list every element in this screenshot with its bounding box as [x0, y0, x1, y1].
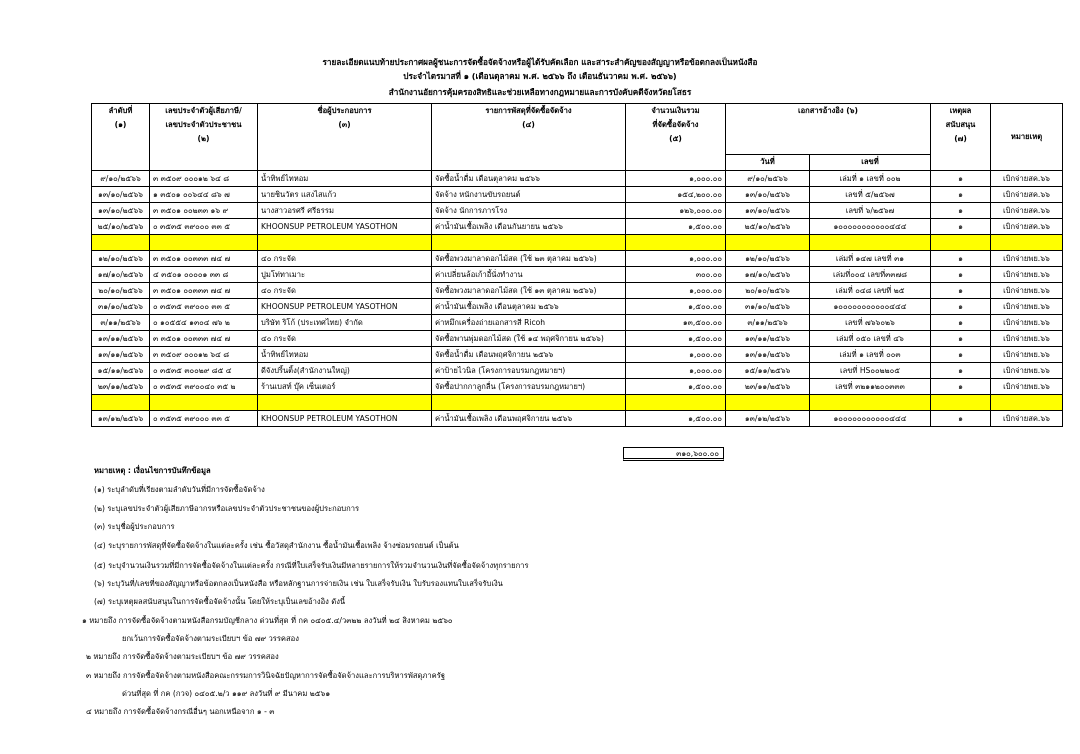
cell-ref: เล่มที่๐๐๔ เลขที่๓๓๗๘ [810, 267, 931, 283]
cell-reason: ๑ [931, 315, 991, 331]
procurement-table [91, 103, 1063, 427]
table-row [92, 203, 1063, 219]
cell-remark: เบิกจ่ายพย.๖๖ [991, 331, 1063, 347]
cell-reason: ๑ [931, 347, 991, 363]
note-line: (๗) ระบุเหตุผลสนับสนุนในการจัดซื้อจัดจ้างนั้น โดยให้ระบุเป็นเลขอ้างอิง ดังนี้ [94, 597, 346, 606]
col-ref-date: วันที่ [726, 155, 810, 171]
cell-taxid: ๐ ๓๕๓๕ ๓๐๐๒๙ ๘๕ ๔ [150, 363, 258, 379]
cell-remark: เบิกจ่ายพย.๖๖ [991, 251, 1063, 267]
table-row [92, 379, 1063, 395]
cell-taxid: ๐ ๓๕๓๕ ๓๙๐๐๐ ๓๓ ๕ [150, 219, 258, 235]
cell-reason: ๑ [931, 299, 991, 315]
cell-ref: เล่มที่ ๑ เลขที่ ๐๐๓ [810, 347, 931, 363]
cell-amount: ๑,๐๐๐.๐๐ [626, 171, 726, 187]
cell-vendor: KHOONSUP PETROLEUM YASOTHON [258, 411, 432, 427]
table-row [92, 299, 1063, 315]
cell-amount: ๑๓,๕๐๐.๐๐ [626, 315, 726, 331]
report-period: ประจำไตรมาสที่ ๑ (เดือนตุลาคม พ.ศ. ๒๕๖๖ ถึง เดือนธันวาคม พ.ศ. ๒๕๖๖) [403, 71, 677, 81]
cell-vendor: นายชินวัตร แสงไสแก้ว [258, 187, 432, 203]
cell-date: ๒๕/๑๐/๒๕๖๖ [726, 219, 810, 235]
cell-reason: ๑ [931, 411, 991, 427]
cell-remark: เบิกจ่ายพย.๖๖ [991, 315, 1063, 331]
cell-date: ๑๓/๑๐/๒๕๖๖ [726, 187, 810, 203]
cell-taxid: ๑ ๓๕๐๑ ๐๐๖๔๔ ๘๖ ๗ [150, 187, 258, 203]
cell-amount: ๑,๐๐๐.๐๐ [626, 251, 726, 267]
note-line: ๓ หมายถึง การจัดซื้อจัดจ้างตามหนังสือคณะกรรมการวินิจฉัยปัญหาการจัดซื้อจัดจ้างและการบริหารพัสดุภาครัฐ [86, 671, 446, 680]
cell-taxid: ๓ ๓๕๐๑ ๐๐๓๓๓ ๗๔ ๗ [150, 331, 258, 347]
cell-remark [991, 395, 1063, 411]
note-line: หมายเหตุ : เงื่อนไขการบันทึกข้อมูล [94, 466, 211, 475]
cell-date: ๑๓/๑๒/๒๕๖๖ [726, 411, 810, 427]
cell-vendor: บริษัท ริโก้ (ประเทศไทย) จำกัด [258, 315, 432, 331]
table-row [92, 411, 1063, 427]
cell-date: ๑๓/๑๑/๒๕๖๖ [726, 331, 810, 347]
cell-ref: เล่มที่ ๑๔๗ เลขที่ ๓๑ [810, 251, 931, 267]
table-row [92, 187, 1063, 203]
cell-no: ๑๓/๑๑/๒๕๖๖ [92, 347, 150, 363]
cell-vendor: ปูมโท่ทาเมาะ [258, 267, 432, 283]
cell-no: ๓๑/๑๐/๒๕๖๖ [92, 299, 150, 315]
cell-vendor: น้ำทิพย์ไทหอม [258, 347, 432, 363]
cell-vendor: ๔๐ กระจัด [258, 283, 432, 299]
cell-amount: ๑,๐๐๐.๐๐ [626, 347, 726, 363]
cell-amount: ๑,๐๐๐.๐๐ [626, 283, 726, 299]
cell-item: จัดซื้อพวงมาลาดอกไม้สด (ใช้ ๑๓ ตุลาคม ๒๕๖๖) [432, 283, 626, 299]
cell-reason: ๑ [931, 203, 991, 219]
col-item: รายการพัสดุที่จัดซื้อจัดจ้าง (๔) [432, 104, 626, 171]
cell-date: ๒๐/๑๐/๒๕๖๖ [726, 283, 810, 299]
cell-amount [626, 395, 726, 411]
cell-ref: เลขที่ ๕/๒๕๖๗ [810, 187, 931, 203]
note-line: (๕) ระบุจำนวนเงินรวมที่มีการจัดซื้อจัดจ้างในแต่ละครั้ง กรณีที่ใบเสร็จรับเงินมีหลายรายการให้รวมจำนวนเงินที่จัดซื้อจัดจ้างทุกรายการ [94, 561, 529, 570]
col-amount: จำนวนเงินรวม ที่จัดซื้อจัดจ้าง (๕) [626, 104, 726, 171]
cell-amount: ๑,๕๐๐.๐๐ [626, 299, 726, 315]
cell-reason: ๑ [931, 363, 991, 379]
cell-remark: เบิกจ่ายพย.๖๖ [991, 379, 1063, 395]
table-row [92, 267, 1063, 283]
cell-taxid: ๐ ๓๕๓๕ ๓๙๐๐๐ ๓๓ ๕ [150, 299, 258, 315]
cell-no: ๒๕/๑๐/๒๕๖๖ [92, 219, 150, 235]
cell-item: ค่าน้ำมันเชื้อเพลิง เดือนพฤศจิกายน ๒๕๖๖ [432, 411, 626, 427]
cell-no: ๙/๑๐/๒๕๖๖ [92, 171, 150, 187]
cell-item [432, 235, 626, 251]
cell-ref [810, 395, 931, 411]
cell-taxid: ๐ ๓๕๓๕ ๓๙๐๐๐ ๓๓ ๕ [150, 411, 258, 427]
cell-remark: เบิกจ่ายพย.๖๖ [991, 363, 1063, 379]
cell-amount: ๑,๕๐๐.๐๐ [626, 219, 726, 235]
cell-item: ค่าหมึกเครื่องถ่ายเอกสารสี Ricoh [432, 315, 626, 331]
cell-ref: เลขที่ ๖/๒๕๖๗ [810, 203, 931, 219]
cell-taxid [150, 395, 258, 411]
note-line: ด่วนที่สุด ที่ กค (กวจ) ๐๔๐๕.๒/ว ๑๑๙ ลงวันที่ ๙ มีนาคม ๒๕๖๑ [122, 689, 331, 698]
cell-taxid: ๐ ๓๕๓๕ ๓๙๐๐๔๐ ๓๕ ๒ [150, 379, 258, 395]
cell-amount [626, 235, 726, 251]
cell-item: จัดจ้าง หนักงานขับรถยนต์ [432, 187, 626, 203]
cell-no [92, 235, 150, 251]
cell-remark: เบิกจ่ายพย.๖๖ [991, 299, 1063, 315]
table-row [92, 171, 1063, 187]
table-row [92, 363, 1063, 379]
table-row [92, 283, 1063, 299]
cell-ref: เล่มที่ ๑ เลขที่ ๐๐๒ [810, 171, 931, 187]
cell-reason [931, 395, 991, 411]
cell-date: ๙/๑๐/๒๕๖๖ [726, 171, 810, 187]
cell-no: ๒๐/๑๐/๒๕๖๖ [92, 283, 150, 299]
cell-amount: ๑,๕๐๐.๐๐ [626, 331, 726, 347]
cell-ref: เลขที่ ๗๖๖๐๒๖ [810, 315, 931, 331]
cell-remark: เบิกจ่ายสค.๖๖ [991, 187, 1063, 203]
cell-taxid: ๓ ๓๕๐๑ ๐๐๒๓๓ ๑๖ ๙ [150, 203, 258, 219]
note-line: ๒ หมายถึง การจัดซื้อจัดจ้างตามระเบียบฯ ข้อ ๗๙ วรรคสอง [86, 652, 279, 661]
cell-item [432, 395, 626, 411]
cell-vendor [258, 235, 432, 251]
cell-no [92, 395, 150, 411]
cell-date: ๑๓/๑๐/๒๕๖๖ [726, 203, 810, 219]
table-row [92, 347, 1063, 363]
cell-item: จัดซื้อปากกาลูกลื่น (โครงการอบรมกฎหมายฯ) [432, 379, 626, 395]
table-row [92, 235, 1063, 251]
cell-date: ๓/๑๑/๒๕๖๖ [726, 315, 810, 331]
cell-vendor [258, 395, 432, 411]
cell-no: ๑๒/๑๐/๒๕๖๖ [92, 251, 150, 267]
cell-taxid: ๐ ๑๐๕๕๔ ๑๓๐๔ ๗๖ ๒ [150, 315, 258, 331]
note-line: (๓) ระบุชื่อผู้ประกอบการ [94, 522, 175, 531]
table-row [92, 395, 1063, 411]
note-line: (๑) ระบุลำดับที่เรียงตามลำดับวันที่มีการจัดซื้อจัดจ้าง [94, 485, 265, 494]
cell-vendor: ๔๐ กระจัด [258, 251, 432, 267]
note-line: (๒) ระบุเลขประจำตัวผู้เสียภาษีอากรหรือเลขประจำตัวประชาชนของผู้ประกอบการ [94, 504, 360, 513]
cell-item: จัดจ้าง นักการภารโรง [432, 203, 626, 219]
table-row [92, 251, 1063, 267]
cell-date [726, 235, 810, 251]
col-ref: เอกสารอ้างอิง (๖) [726, 104, 931, 155]
report-title: รายละเอียดแนบท้ายประกาศผลผู้ชนะการจัดซื้อจัดจ้างหรือผู้ได้รับคัดเลือก และสาระสำคัญของสัญญาหรือข้อตกลงเป็นหนังสือ [322, 57, 758, 67]
cell-no: ๑๓/๑๒/๒๕๖๖ [92, 411, 150, 427]
cell-amount: ๑๕๔,๒๐๐.๐๐ [626, 187, 726, 203]
cell-remark: เบิกจ่ายสค.๖๖ [991, 171, 1063, 187]
cell-date: ๒๓/๑๑/๒๕๖๖ [726, 379, 810, 395]
cell-reason: ๑ [931, 283, 991, 299]
cell-reason: ๑ [931, 171, 991, 187]
cell-no: ๑๗/๑๐/๒๕๖๖ [92, 267, 150, 283]
cell-reason [931, 235, 991, 251]
cell-no: ๓/๑๑/๒๕๖๖ [92, 315, 150, 331]
cell-ref: เล่มที่ ๐๕๐ เลขที่ ๔๖ [810, 331, 931, 347]
cell-ref: ๑๐๐๐๐๐๐๐๐๐๐๐๔๔๔ [810, 299, 931, 315]
cell-item: จัดซื้อน้ำดื่ม เดือนพฤศจิกายน ๒๕๖๖ [432, 347, 626, 363]
cell-reason: ๑ [931, 379, 991, 395]
cell-taxid [150, 235, 258, 251]
col-vendor: ชื่อผู้ประกอบการ (๓) [258, 104, 432, 171]
cell-taxid: ๓ ๓๕๐๙ ๐๐๐๑๒ ๖๔ ๘ [150, 347, 258, 363]
cell-reason: ๑ [931, 267, 991, 283]
cell-remark: เบิกจ่ายสค.๖๖ [991, 411, 1063, 427]
cell-vendor: ร้านเบสท์ บุ๊ค เซ็นเตอร์ [258, 379, 432, 395]
cell-ref: เล่มที่ ๐๔๘ เลขที่ ๒๕ [810, 283, 931, 299]
cell-date: ๑๓/๑๑/๒๕๖๖ [726, 347, 810, 363]
cell-no: ๑๓/๑๐/๒๕๖๖ [92, 203, 150, 219]
cell-vendor: ดีจังปริ้นติ้ง(สำนักงานใหญ่) [258, 363, 432, 379]
cell-amount: ๑,๕๐๐.๐๐ [626, 379, 726, 395]
cell-vendor: KHOONSUP PETROLEUM YASOTHON [258, 219, 432, 235]
cell-item: จัดซื้อพานพุ่มดอกไม้สด (ใช้ ๑๔ พฤศจิกายน ๒๕๖๖) [432, 331, 626, 347]
cell-item: ค่าน้ำมันเชื้อเพลิง เดือนตุลาคม ๒๕๖๖ [432, 299, 626, 315]
cell-reason: ๑ [931, 251, 991, 267]
note-line: (๔) ระบุรายการพัสดุที่จัดซื้อจัดจ้างในแต่ละครั้ง เช่น ซื้อวัสดุสำนักงาน ซื้อน้ำมันเชื้อเพลิง จ้างซ่อมรถยนต์ เป็นต้น [94, 541, 459, 550]
note-line: ยกเว้นการจัดซื้อจัดจ้างตามระเบียบฯ ข้อ ๗๙ วรรคสอง [122, 634, 299, 643]
cell-item: ค่าเปลี่ยนล้อเก้าอี้นั่งทำงาน [432, 267, 626, 283]
cell-item: ค่าน้ำมันเชื้อเพลิง เดือนกันยายน ๒๕๖๖ [432, 219, 626, 235]
cell-no: ๒๓/๑๑/๒๕๖๖ [92, 379, 150, 395]
col-no: ลำดับที่ (๑) [92, 104, 150, 171]
cell-remark: เบิกจ่ายสค.๖๖ [991, 219, 1063, 235]
note-line: (๖) ระบุวันที่/เลขที่ของสัญญาหรือข้อตกลงเป็นหนังสือ หรือหลักฐานการจ่ายเงิน เช่น ใบเสร็จรับเงิน ใบรับรองแทนใบเสร็จรับเงิน [94, 579, 503, 588]
cell-ref: เลขที่ ๓๒๑๑๒๐๐๓๓๓ [810, 379, 931, 395]
col-ref-no: เลขที่ [810, 155, 931, 171]
cell-remark: เบิกจ่ายพย.๖๖ [991, 283, 1063, 299]
cell-taxid: ๓ ๓๕๐๑ ๐๐๓๓๓ ๗๔ ๗ [150, 251, 258, 267]
cell-date: ๑๗/๑๐/๒๕๖๖ [726, 267, 810, 283]
note-line: ๑ หมายถึง การจัดซื้อจัดจ้างตามหนังสือกรมบัญชีกลาง ด่วนที่สุด ที่ กค ๐๔๐๕.๔/ว๓๒๒ ลงวันที่ ๒๔ สิงหาคม ๒๕๖๐ [82, 616, 453, 625]
cell-ref: เลขที่ HS๐๐๒๒๐๕ [810, 363, 931, 379]
cell-date: ๓๑/๑๐/๒๕๖๖ [726, 299, 810, 315]
cell-taxid: ๓ ๓๕๐๑ ๐๐๓๓๓ ๗๔ ๗ [150, 283, 258, 299]
cell-vendor: KHOONSUP PETROLEUM YASOTHON [258, 299, 432, 315]
cell-date: ๑๒/๑๐/๒๕๖๖ [726, 251, 810, 267]
note-line: ๔ หมายถึง การจัดซื้อจัดจ้างกรณีอื่นๆ นอกเหนือจาก ๑ - ๓ [86, 707, 275, 716]
cell-reason: ๑ [931, 187, 991, 203]
table-row [92, 219, 1063, 235]
cell-no: ๑๓/๑๐/๒๕๖๖ [92, 187, 150, 203]
cell-vendor: น้ำทิพย์ไทหอม [258, 171, 432, 187]
cell-remark: เบิกจ่ายพย.๖๖ [991, 267, 1063, 283]
table-row [92, 315, 1063, 331]
col-remark: หมายเหตุ [991, 104, 1063, 171]
col-taxid: เลขประจำตัวผู้เสียภาษี/ เลขประจำตัวประชาชน (๒) [150, 104, 258, 171]
cell-item: จัดซื้อน้ำดื่ม เดือนตุลาคม ๒๕๖๖ [432, 171, 626, 187]
cell-vendor: ๔๐ กระจัด [258, 331, 432, 347]
cell-reason: ๑ [931, 331, 991, 347]
cell-ref: ๑๐๐๐๐๐๐๐๐๐๐๐๔๔๔ [810, 411, 931, 427]
cell-ref: ๑๐๐๐๐๐๐๐๐๐๐๐๔๔๔ [810, 219, 931, 235]
cell-taxid: ๔ ๓๕๐๑ ๐๐๐๐๑ ๓๓ ๘ [150, 267, 258, 283]
cell-amount: ๑๒๖,๐๐๐.๐๐ [626, 203, 726, 219]
cell-taxid: ๓ ๓๕๐๙ ๐๐๐๑๒ ๖๔ ๘ [150, 171, 258, 187]
cell-amount: ๑,๕๐๐.๐๐ [626, 411, 726, 427]
table-row [92, 331, 1063, 347]
cell-reason: ๑ [931, 219, 991, 235]
cell-remark [991, 235, 1063, 251]
total-amount: ๓๑๐,๖๐๐.๐๐ [623, 447, 724, 461]
report-agency: สำนักงานอัยการคุ้มครองสิทธิและช่วยเหลือทางกฎหมายและการบังคับคดีจังหวัดยโสธร [388, 87, 692, 97]
cell-no: ๑๓/๑๑/๒๕๖๖ [92, 331, 150, 347]
cell-vendor: นางสาวอรศรี ศรีธรรม [258, 203, 432, 219]
cell-item: ค่าป้ายไวนิล (โครงการอบรมกฎหมายฯ) [432, 363, 626, 379]
cell-remark: เบิกจ่ายสค.๖๖ [991, 203, 1063, 219]
cell-amount: ๓๐๐.๐๐ [626, 267, 726, 283]
cell-item: จัดซื้อพวงมาลาดอกไม้สด (ใช้ ๒๓ ตุลาคม ๒๕๖๖) [432, 251, 626, 267]
col-reason: เหตุผล สนับสนุน (๗) [931, 104, 991, 171]
cell-date: ๑๕/๑๑/๒๕๖๖ [726, 363, 810, 379]
cell-ref [810, 235, 931, 251]
cell-no: ๑๕/๑๑/๒๕๖๖ [92, 363, 150, 379]
cell-amount: ๑,๐๐๐.๐๐ [626, 363, 726, 379]
cell-date [726, 395, 810, 411]
cell-remark: เบิกจ่ายพย.๖๖ [991, 347, 1063, 363]
